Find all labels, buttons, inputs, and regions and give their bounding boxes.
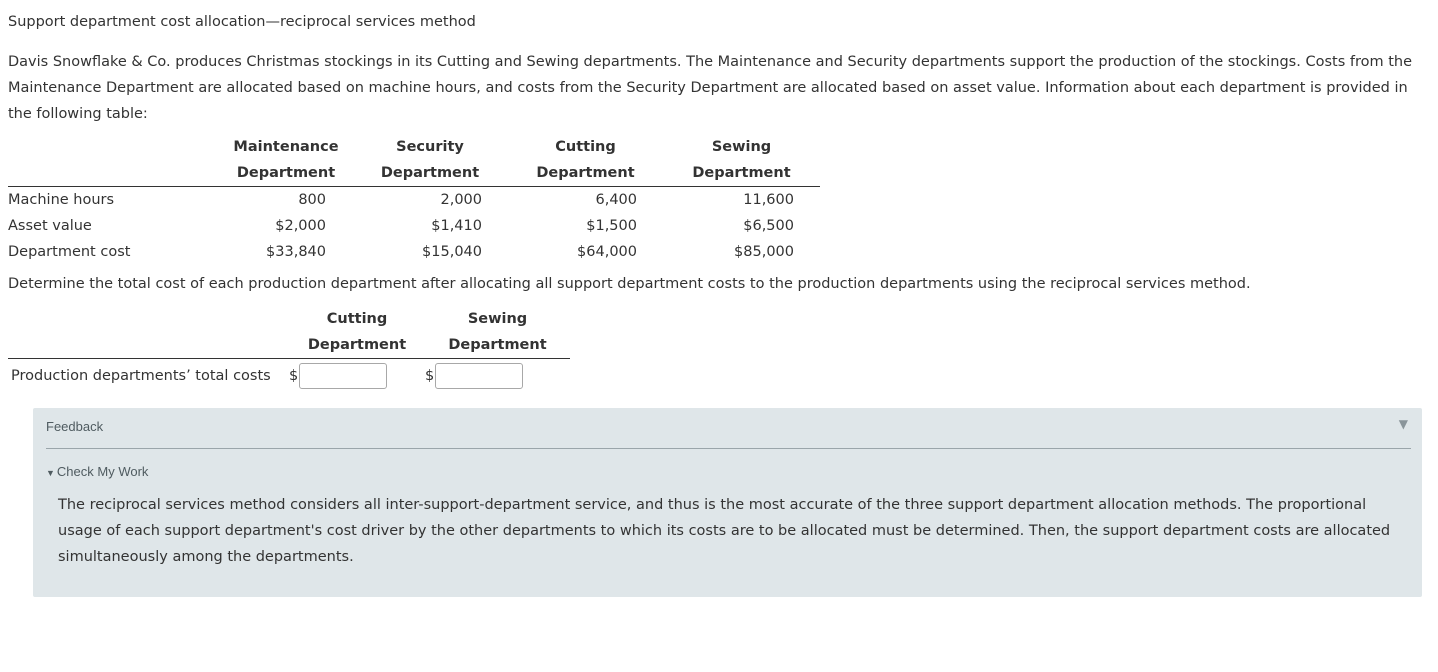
cell-value: $64,000 xyxy=(577,244,637,260)
header-maintenance-dept: Department xyxy=(220,160,352,187)
answer-table xyxy=(8,306,570,393)
cell-value: $85,000 xyxy=(734,244,794,260)
feedback-divider xyxy=(46,448,1411,449)
feedback-panel xyxy=(33,408,1422,597)
check-my-work-label: Check My Work xyxy=(56,464,149,479)
cutting-total-input[interactable] xyxy=(299,363,387,389)
cell-value: $15,040 xyxy=(422,244,482,260)
sewing-total-cell xyxy=(425,359,570,394)
check-my-work-toggle[interactable] xyxy=(46,464,148,479)
cutting-total-cell xyxy=(289,359,425,394)
problem-intro: Davis Snowflake & Co. produces Christmas stockings in its Cutting and Sewing departments. The Maintenance and Security departments support the production of the stockings. Costs from the Maintenance Department are allocated based on machine hours, and costs from the Security Department are allocated based on asset value. Information about each department is provided in the following table: xyxy=(8,54,1413,122)
cell-value: $1,500 xyxy=(586,218,637,234)
currency-symbol: $ xyxy=(425,368,435,384)
caret-down-icon: ▼ xyxy=(46,468,55,478)
answer-header-cutting-dept: Department xyxy=(289,332,425,359)
cell-value: $2,000 xyxy=(275,218,326,234)
header-cutting-dept: Department xyxy=(508,160,663,187)
header-sewing-dept: Department xyxy=(663,160,820,187)
cell-value: $1,410 xyxy=(431,218,482,234)
currency-symbol: $ xyxy=(289,368,299,384)
cell-value: $6,500 xyxy=(743,218,794,234)
question-text: Determine the total cost of each production department after allocating all support department costs to the production departments using the reciprocal services method. xyxy=(8,276,1251,292)
feedback-heading[interactable]: Feedback xyxy=(46,419,104,434)
cell-value: 6,400 xyxy=(595,192,637,208)
answer-row-label: Production departments’ total costs xyxy=(11,368,271,384)
header-sewing: Sewing xyxy=(711,139,772,155)
header-cutting: Cutting xyxy=(555,139,616,155)
sewing-total-input[interactable] xyxy=(435,363,523,389)
header-security-dept: Department xyxy=(352,160,508,187)
row-label: Machine hours xyxy=(8,192,115,208)
answer-header-row xyxy=(8,332,570,359)
feedback-text: The reciprocal services method considers all inter-support-department service, and thus is the most accurate of the three support department allocation methods. The proportional usage of each support department's cost driver by the other departments to which its costs are to be allocated must be determined. Then, the support department costs are allocated simultaneously among the departments. xyxy=(58,497,1391,565)
answer-header-sewing: Sewing xyxy=(467,311,528,327)
answer-header-row xyxy=(8,306,570,332)
header-security: Security xyxy=(396,139,464,155)
table-header-row xyxy=(8,160,820,187)
cell-value: $33,840 xyxy=(266,244,326,260)
cell-value: 2,000 xyxy=(440,192,482,208)
cell-value: 800 xyxy=(298,192,326,208)
answer-header-sewing-dept: Department xyxy=(425,332,570,359)
table-header-row xyxy=(8,134,820,160)
chevron-down-icon[interactable]: ▼ xyxy=(1398,417,1408,431)
table-row xyxy=(8,213,820,239)
page-title: Support department cost allocation—reciprocal services method xyxy=(8,14,476,30)
table-row xyxy=(8,187,820,214)
answer-header-cutting: Cutting xyxy=(326,311,388,327)
answer-row xyxy=(8,359,570,394)
header-maintenance: Maintenance xyxy=(233,139,339,155)
row-label: Department cost xyxy=(8,244,131,260)
cell-value: 11,600 xyxy=(743,192,794,208)
row-label: Asset value xyxy=(8,218,92,234)
table-row xyxy=(8,239,820,265)
department-info-table xyxy=(8,134,820,265)
